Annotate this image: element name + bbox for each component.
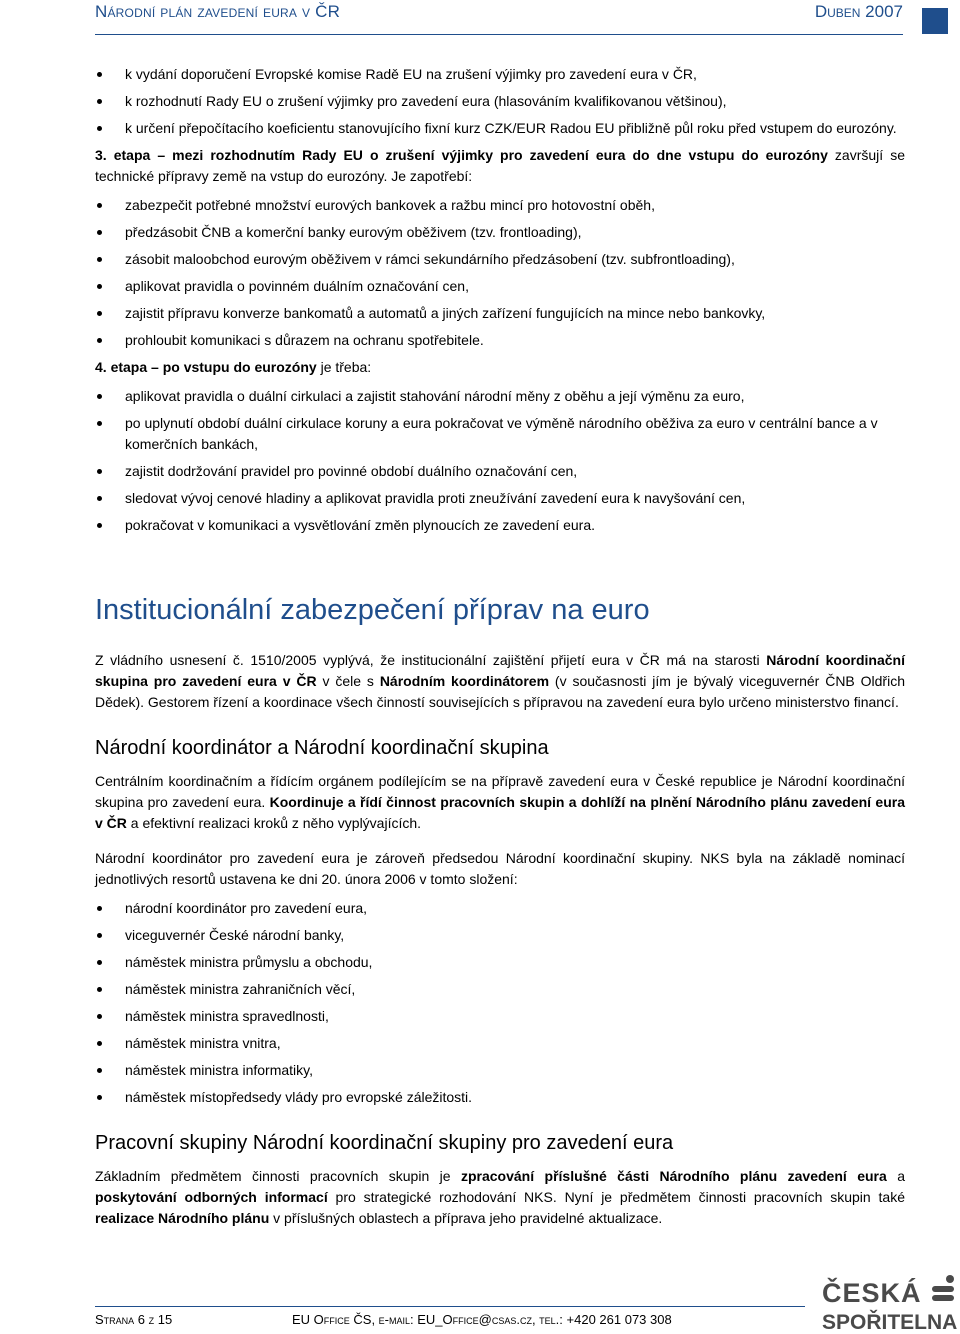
- text-run: v čele s: [316, 673, 380, 689]
- list-item: náměstek ministra informatiky,: [95, 1060, 905, 1081]
- subsection-heading-coordinator: Národní koordinátor a Národní koordinační skupina: [95, 737, 549, 759]
- ceska-sporitelna-logo: [818, 1272, 958, 1332]
- paragraph-resolution: [95, 650, 905, 713]
- list-nks-members: [95, 898, 905, 1108]
- bold-run: Koordinuje a řídí činnost pracovních skupin a dohlíží na plnění Národního plánu zavedení eura v ČR: [95, 794, 905, 831]
- list-item: k vydání doporučení Evropské komise Radě EU na zrušení výjimky pro zavedení eura v ČR,: [95, 64, 905, 85]
- document-title: Národní plán zavedení eura v ČR: [95, 2, 341, 21]
- list-item: k určení přepočítacího koeficientu stanovujícího fixní kurz CZK/EUR Radou EU přibližně půl roku před vstupem do eurozóny.: [95, 118, 905, 139]
- page-header: [95, 0, 960, 36]
- bold-run: Národním koordinátorem: [379, 673, 550, 689]
- list-item: viceguvernér České národní banky,: [95, 925, 905, 946]
- logo-emblem-icon: [932, 1275, 954, 1301]
- list-item: aplikovat pravidla o duální cirkulaci a zajistit stahování národní měny z oběhu a její výměnu za euro,: [95, 386, 905, 407]
- text-run: pro strategické rozhodování NKS. Nyní je předmětem činnosti pracovních skupin také: [327, 1189, 905, 1205]
- stage3-text: završují se technické přípravy země na vstup do eurozóny. Je zapotřebí:: [95, 147, 905, 184]
- list-item: náměstek místopředsedy vlády pro evropské záležitosti.: [95, 1087, 905, 1108]
- list-stage4-tasks: [95, 386, 905, 536]
- text-run: a: [886, 1168, 905, 1184]
- text-run: a efektivní realizaci kroků z něho vyplývajících.: [126, 815, 422, 831]
- list-item: náměstek ministra zahraničních věcí,: [95, 979, 905, 1000]
- list-stage3-tasks: [95, 195, 905, 351]
- stage4-heading: 4. etapa – po vstupu do eurozóny: [95, 359, 317, 375]
- list-item: zajistit dodržování pravidel pro povinné období duálního označování cen,: [95, 461, 905, 482]
- list-item: prohloubit komunikaci s důrazem na ochranu spotřebitele.: [95, 330, 905, 351]
- list-item: k rozhodnutí Rady EU o zrušení výjimky pro zavedení eura (hlasováním kvalifikovanou většinou),: [95, 91, 905, 112]
- footer-divider: [95, 1306, 805, 1307]
- document-date: Duben 2007: [814, 2, 903, 21]
- list-item: předzásobit ČNB a komerční banky eurovým oběživem (tzv. frontloading),: [95, 222, 905, 243]
- bold-run: poskytování odborných informací: [95, 1189, 328, 1205]
- list-item: zajistit přípravu konverze bankomatů a automatů a jiných zařízení fungujících na mince nebo bankovky,: [95, 303, 905, 324]
- header-divider: [95, 34, 903, 35]
- subsection-heading-working-groups: Pracovní skupiny Národní koordinační skupiny pro zavedení eura: [95, 1132, 674, 1154]
- list-item: národní koordinátor pro zavedení eura,: [95, 898, 905, 919]
- stage4-text: je třeba:: [316, 359, 372, 375]
- bold-run: Národní koordinační skupina pro zavedení eura v ČR: [95, 652, 905, 689]
- text-run: v příslušných oblastech a příprava jeho pravidelné aktualizace.: [269, 1210, 663, 1226]
- paragraph-coordination: [95, 771, 905, 834]
- list-item: pokračovat v komunikaci a vysvětlování změn plynoucích ze zavedení eura.: [95, 515, 905, 536]
- bold-run: realizace Národního plánu: [95, 1210, 270, 1226]
- list-stage2-steps: [95, 64, 905, 139]
- text-run: (v současnosti jím je bývalý viceguvernér ČNB Oldřich Dědek). Gestorem řízení a koordinace všech činností souvisejících s přípravou na zavedení eura bylo určeno ministerstvo financí.: [95, 673, 905, 710]
- section-heading: Institucionální zabezpečení příprav na euro: [95, 594, 650, 626]
- list-item: sledovat vývoj cenové hladiny a aplikovat pravidla proti zneužívání zavedení eura k navyšování cen,: [95, 488, 905, 509]
- list-item: náměstek ministra průmyslu a obchodu,: [95, 952, 905, 973]
- logo-line2: SPOŘITELNA: [822, 1311, 958, 1332]
- paragraph-composition: Národní koordinátor pro zavedení eura je zároveň předsedou Národní koordinační skupiny. NKS byla na základě nominací jednotlivých resortů ustavena ke dni 20. února 2006 v tomto složení:: [95, 850, 905, 887]
- stage3-heading: 3. etapa – mezi rozhodnutím Rady EU o zrušení výjimky pro zavedení eura do dne vstupu do eurozóny: [95, 147, 828, 163]
- bold-run: zpracování příslušné části Národního plánu zavedení eura: [460, 1168, 887, 1184]
- stage4-paragraph: [95, 357, 905, 378]
- logo-line1: ČESKÁ: [822, 1278, 922, 1308]
- footer-contact: EU Office ČS, e-mail: EU_Office@csas.cz, tel.: +420 261 073 308: [292, 1312, 672, 1327]
- list-item: po uplynutí období duální cirkulace koruny a eura pokračovat ve výměně národního oběživa za euro v centrální bance a v komerčních bankách,: [95, 413, 905, 455]
- list-item: zabezpečit potřebné množství eurových bankovek a ražbu mincí pro hotovostní oběh,: [95, 195, 905, 216]
- header-square-icon: [922, 8, 948, 34]
- page-number: Strana 6 z 15: [95, 1312, 173, 1327]
- paragraph-working-groups: [95, 1166, 905, 1229]
- text-run: Z vládního usnesení č. 1510/2005 vyplývá, že institucionální zajištění přijetí eura v ČR má na starosti: [95, 652, 767, 668]
- list-item: náměstek ministra vnitra,: [95, 1033, 905, 1054]
- stage3-paragraph: [95, 145, 905, 187]
- list-item: zásobit maloobchod eurovým oběživem v rámci sekundárního předzásobení (tzv. subfrontloading),: [95, 249, 905, 270]
- text-run: Centrálním koordinačním a řídícím orgánem podílejícím se na přípravě zavedení eura v České republice je Národní koordinační skupina pro zavedení eura.: [95, 773, 905, 810]
- list-item: náměstek ministra spravedlnosti,: [95, 1006, 905, 1027]
- document-body: [95, 64, 905, 1237]
- text-run: Základním předmětem činnosti pracovních skupin je: [95, 1168, 461, 1184]
- list-item: aplikovat pravidla o povinném duálním označování cen,: [95, 276, 905, 297]
